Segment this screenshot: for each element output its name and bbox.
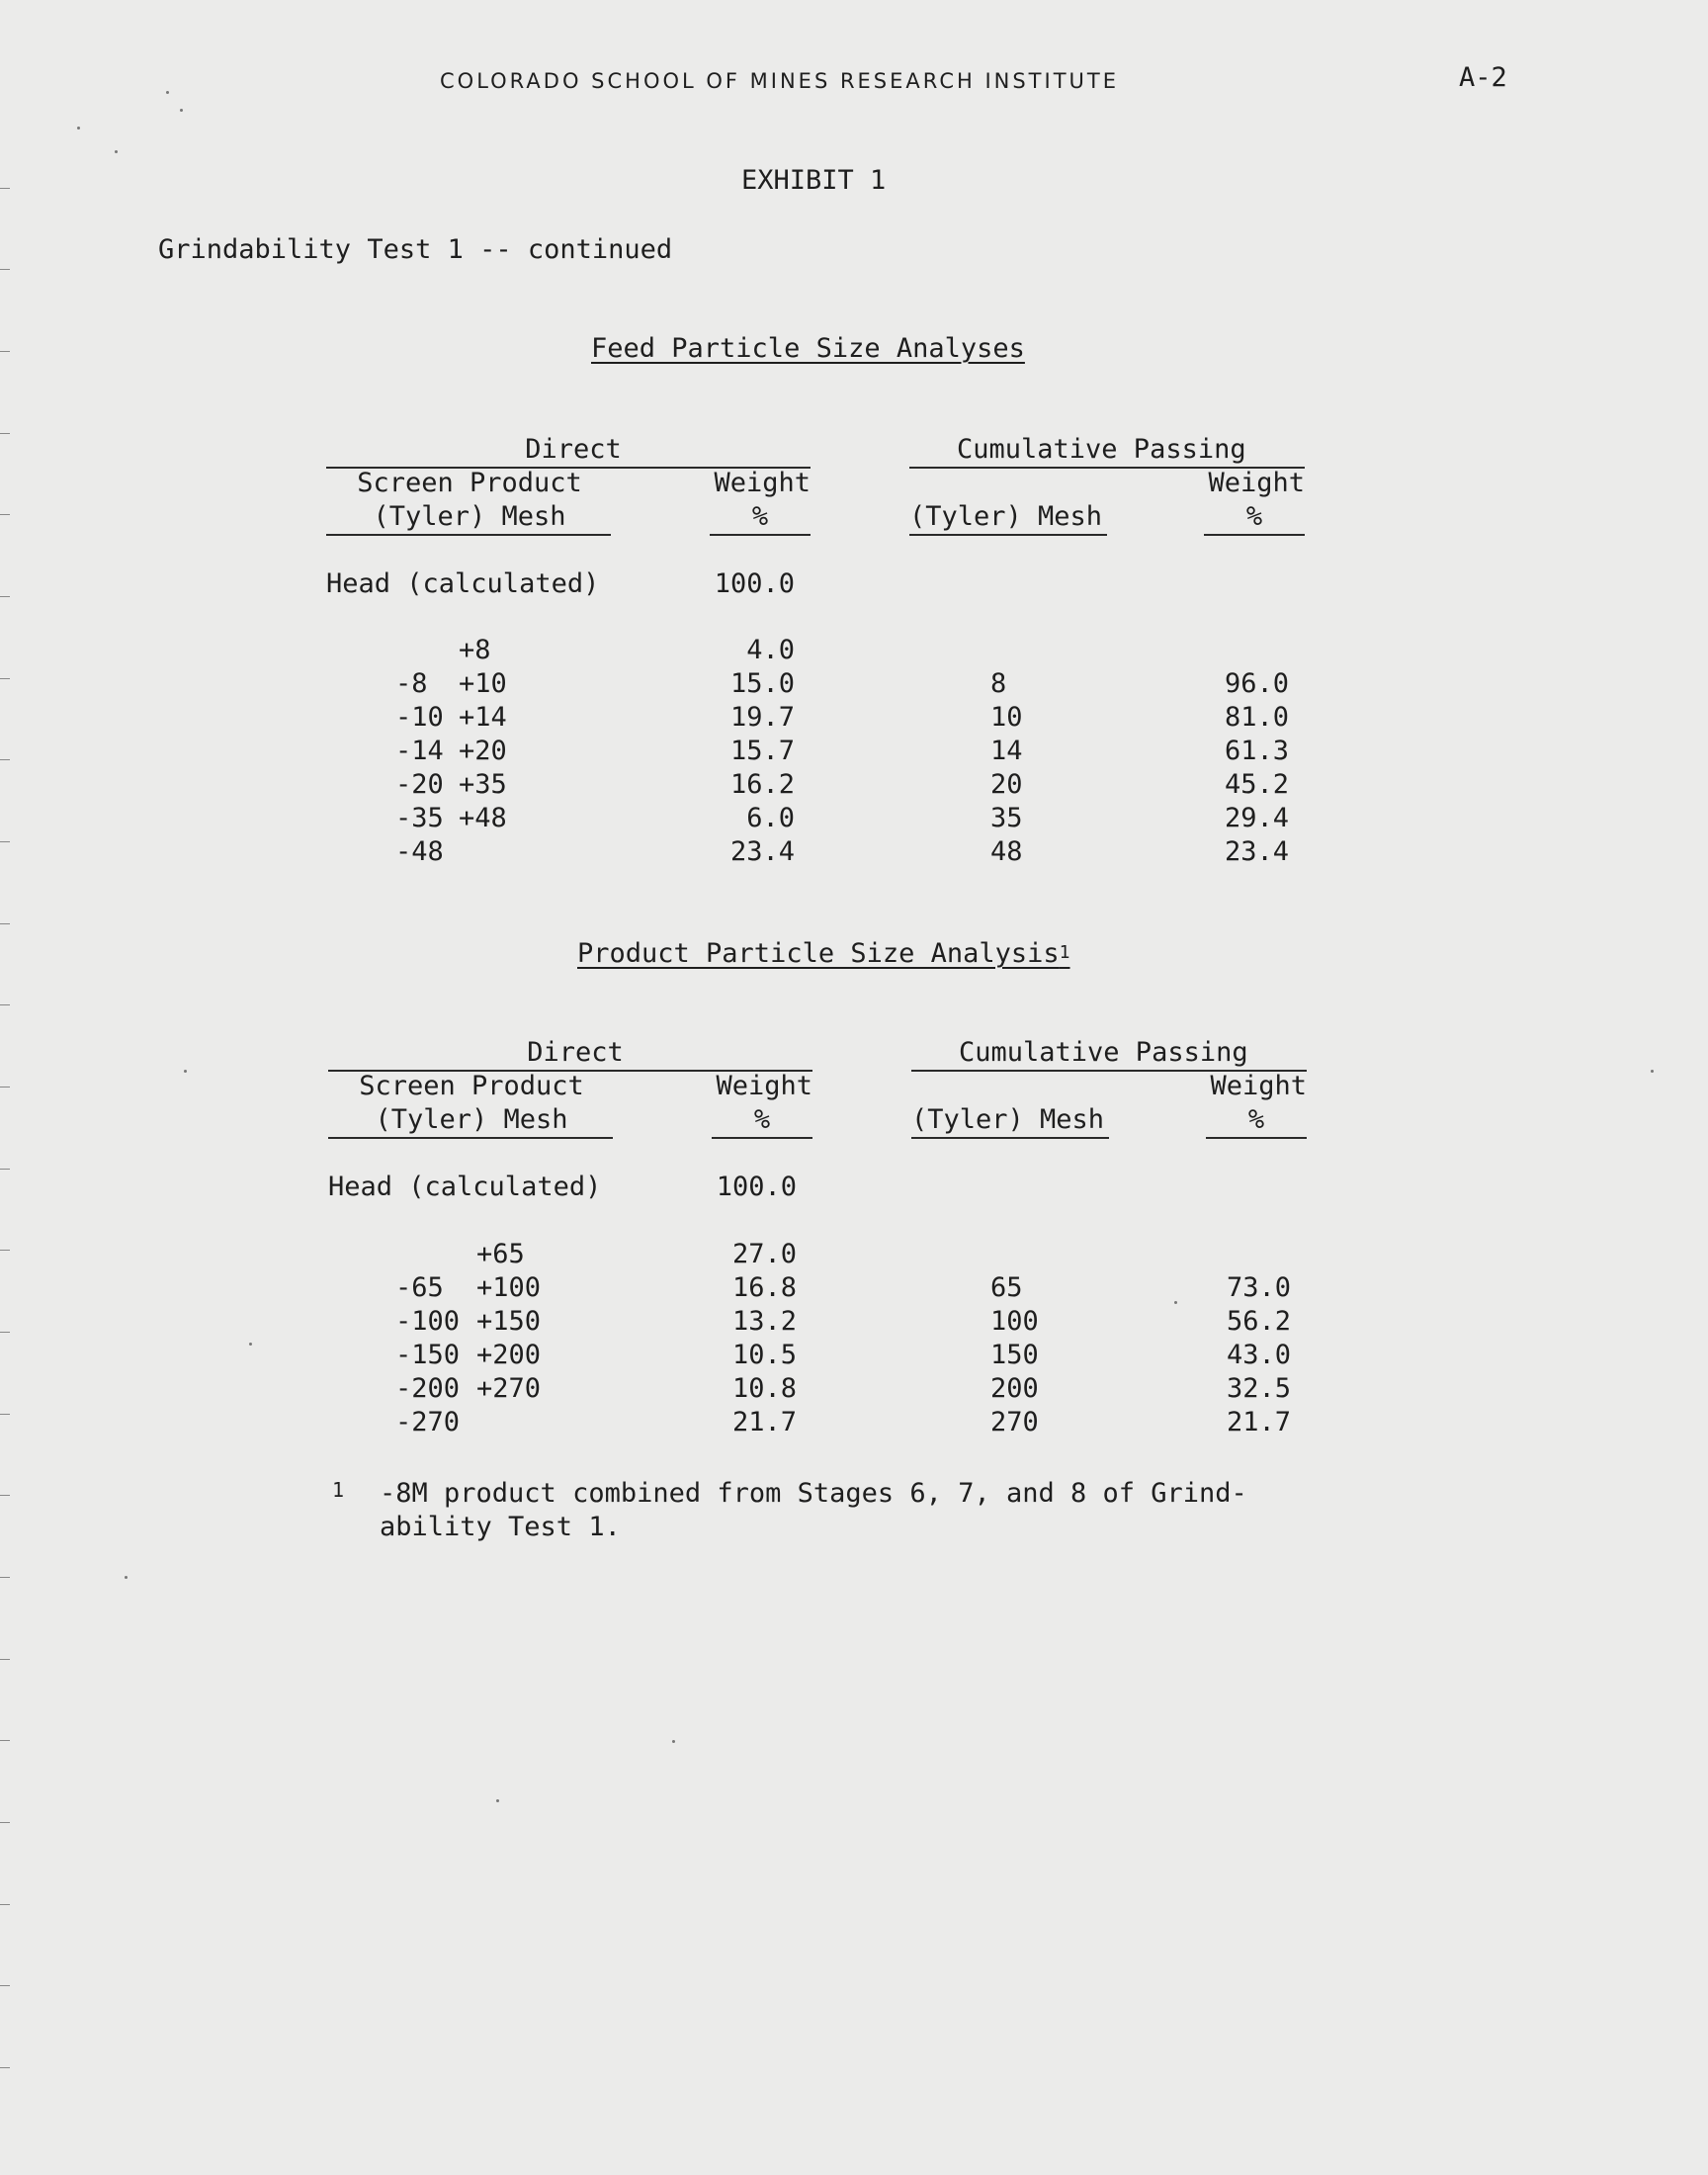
cum-weight: 45.2 xyxy=(1224,769,1289,800)
direct-weight: 4.0 xyxy=(746,635,795,665)
product-screen-rule xyxy=(328,1137,613,1139)
direct-weight: 13.2 xyxy=(731,1306,797,1337)
cum-mesh: 65 xyxy=(990,1272,1023,1303)
product-col-screen-2: (Tyler) Mesh xyxy=(375,1104,568,1135)
page-number: A-2 xyxy=(1459,62,1507,93)
product-cum-mesh-rule xyxy=(911,1137,1109,1139)
cum-weight: 32.5 xyxy=(1226,1373,1291,1404)
cum-mesh: 20 xyxy=(990,769,1023,800)
minus-mesh: -14 xyxy=(395,736,444,766)
minus-mesh: -200 xyxy=(395,1373,461,1404)
product-col-weight-1: Weight xyxy=(716,1071,812,1101)
cum-mesh: 200 xyxy=(990,1373,1039,1404)
footnote-ref: 1 xyxy=(1059,942,1070,963)
product-head-value: 100.0 xyxy=(716,1172,797,1202)
cum-weight: 56.2 xyxy=(1226,1306,1291,1337)
product-title-text: Product Particle Size Analysis xyxy=(577,938,1060,969)
cum-weight: 23.4 xyxy=(1224,836,1289,867)
plus-mesh: +20 xyxy=(459,736,507,766)
feed-cum-mesh-rule xyxy=(909,534,1107,536)
cum-mesh: 8 xyxy=(990,668,1007,699)
plus-mesh: +270 xyxy=(476,1373,542,1404)
plus-mesh: +65 xyxy=(476,1239,525,1269)
product-weight-rule xyxy=(712,1137,812,1139)
plus-mesh: +150 xyxy=(476,1306,542,1337)
footnote-line-2: ability Test 1. xyxy=(380,1512,621,1542)
feed-col-screen-2: (Tyler) Mesh xyxy=(373,501,566,532)
product-col-cum-weight-1: Weight xyxy=(1210,1071,1307,1101)
feed-col-cum-weight-2: % xyxy=(1245,501,1263,532)
footnote-line-1: -8M product combined from Stages 6, 7, and 8 of Grind- xyxy=(380,1478,1247,1509)
minus-mesh: -20 xyxy=(395,769,444,800)
minus-mesh: -8 xyxy=(395,668,428,699)
product-col-screen-1: Screen Product xyxy=(359,1071,584,1101)
feed-section-title: Feed Particle Size Analyses xyxy=(591,333,1025,364)
feed-head-label: Head (calculated) xyxy=(326,568,600,599)
cum-weight: 61.3 xyxy=(1224,736,1289,766)
minus-mesh: -65 xyxy=(395,1272,444,1303)
product-col-cum-weight-2: % xyxy=(1247,1104,1265,1135)
feed-screen-rule xyxy=(326,534,611,536)
plus-mesh: +100 xyxy=(476,1272,542,1303)
minus-mesh: -270 xyxy=(395,1407,461,1437)
cum-weight: 81.0 xyxy=(1224,702,1289,733)
product-cum-weight-rule xyxy=(1206,1137,1307,1139)
cum-weight: 29.4 xyxy=(1224,803,1289,833)
footnote-marker: 1 xyxy=(332,1478,345,1502)
cum-weight: 96.0 xyxy=(1224,668,1289,699)
cum-mesh: 150 xyxy=(990,1340,1039,1370)
direct-weight: 6.0 xyxy=(746,803,795,833)
plus-mesh: +10 xyxy=(459,668,507,699)
plus-mesh: +14 xyxy=(459,702,507,733)
feed-group-cumulative: Cumulative Passing xyxy=(957,434,1246,465)
feed-cum-weight-rule xyxy=(1204,534,1305,536)
cum-weight: 73.0 xyxy=(1226,1272,1291,1303)
cum-weight: 43.0 xyxy=(1226,1340,1291,1370)
direct-weight: 27.0 xyxy=(731,1239,797,1269)
test-title: Grindability Test 1 -- continued xyxy=(158,234,673,265)
feed-col-cum-weight-1: Weight xyxy=(1208,468,1305,498)
product-col-cum-mesh: (Tyler) Mesh xyxy=(911,1104,1105,1135)
minus-mesh: -35 xyxy=(395,803,444,833)
cum-mesh: 100 xyxy=(990,1306,1039,1337)
product-group-direct: Direct xyxy=(527,1037,624,1068)
cum-mesh: 48 xyxy=(990,836,1023,867)
plus-mesh: +35 xyxy=(459,769,507,800)
cum-weight: 21.7 xyxy=(1226,1407,1291,1437)
product-section-title xyxy=(577,937,1070,974)
feed-group-direct: Direct xyxy=(525,434,622,465)
feed-col-weight-2: % xyxy=(751,501,769,532)
product-col-weight-2: % xyxy=(753,1104,771,1135)
product-head-label: Head (calculated) xyxy=(328,1172,602,1202)
direct-weight: 10.5 xyxy=(731,1340,797,1370)
direct-weight: 19.7 xyxy=(729,702,795,733)
direct-weight: 21.7 xyxy=(731,1407,797,1437)
cum-mesh: 10 xyxy=(990,702,1023,733)
feed-col-weight-1: Weight xyxy=(714,468,811,498)
feed-weight-rule xyxy=(710,534,811,536)
direct-weight: 16.2 xyxy=(729,769,795,800)
feed-col-screen-1: Screen Product xyxy=(357,468,582,498)
plus-mesh: +200 xyxy=(476,1340,542,1370)
direct-weight: 15.0 xyxy=(729,668,795,699)
direct-weight: 16.8 xyxy=(731,1272,797,1303)
feed-head-value: 100.0 xyxy=(714,568,795,599)
minus-mesh: -100 xyxy=(395,1306,461,1337)
cum-mesh: 270 xyxy=(990,1407,1039,1437)
cum-mesh: 14 xyxy=(990,736,1023,766)
direct-weight: 23.4 xyxy=(729,836,795,867)
plus-mesh: +8 xyxy=(459,635,491,665)
exhibit-title: EXHIBIT 1 xyxy=(741,165,887,196)
product-group-cumulative: Cumulative Passing xyxy=(959,1037,1248,1068)
feed-col-cum-mesh: (Tyler) Mesh xyxy=(909,501,1103,532)
minus-mesh: -10 xyxy=(395,702,444,733)
direct-weight: 15.7 xyxy=(729,736,795,766)
minus-mesh: -150 xyxy=(395,1340,461,1370)
plus-mesh: +48 xyxy=(459,803,507,833)
institute-header: COLORADO SCHOOL OF MINES RESEARCH INSTITUTE xyxy=(440,69,1119,93)
minus-mesh: -48 xyxy=(395,836,444,867)
cum-mesh: 35 xyxy=(990,803,1023,833)
direct-weight: 10.8 xyxy=(731,1373,797,1404)
